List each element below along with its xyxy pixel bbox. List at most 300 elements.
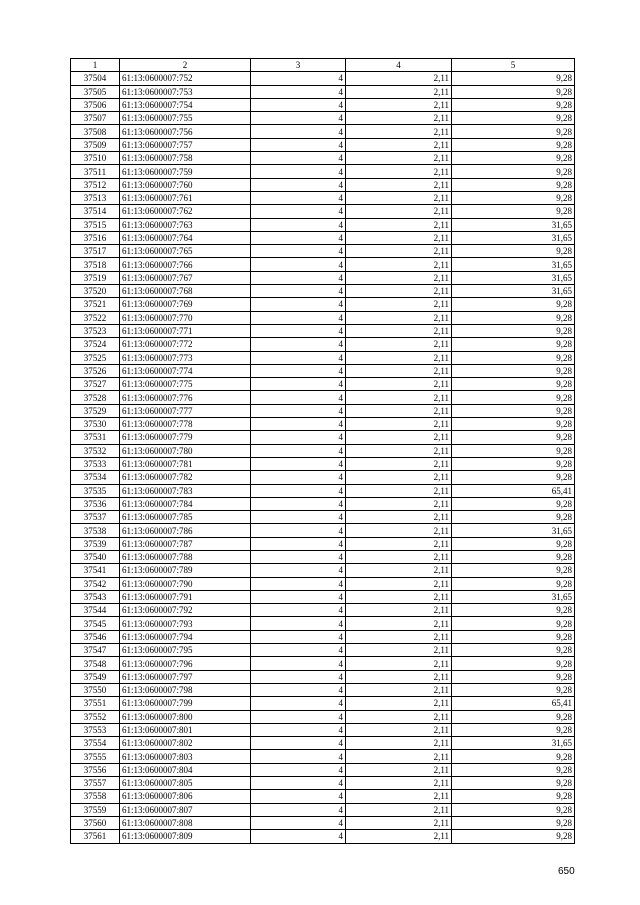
table-row [71, 98, 575, 111]
table-cell-col-2: 61:13:0600007:785 [120, 511, 251, 524]
table-cell-col-4: 2,11 [346, 112, 452, 125]
table-cell-col-2: 61:13:0600007:807 [120, 803, 251, 816]
table-cell-col-3: 4 [251, 710, 346, 723]
table-cell-col-2: 61:13:0600007:758 [120, 152, 251, 165]
table-cell-col-3: 4 [251, 285, 346, 298]
table-cell-col-2: 61:13:0600007:765 [120, 245, 251, 258]
table-cell-col-1: 37511 [71, 165, 120, 178]
table-row [71, 790, 575, 803]
column-header-3: 3 [251, 59, 346, 72]
table-cell-col-2: 61:13:0600007:761 [120, 191, 251, 204]
table-cell-col-1: 37537 [71, 511, 120, 524]
table-cell-col-1: 37504 [71, 72, 120, 85]
table-row [71, 511, 575, 524]
table-cell-col-5: 9,28 [452, 577, 575, 590]
table-row [71, 258, 575, 271]
table-cell-col-3: 4 [251, 497, 346, 510]
table-cell-col-3: 4 [251, 816, 346, 829]
table-cell-col-3: 4 [251, 524, 346, 537]
table-cell-col-3: 4 [251, 125, 346, 138]
table-row [71, 697, 575, 710]
table-cell-col-5: 31,65 [452, 590, 575, 603]
table-cell-col-2: 61:13:0600007:790 [120, 577, 251, 590]
table-cell-col-1: 37533 [71, 457, 120, 470]
table-row [71, 112, 575, 125]
table-cell-col-5: 9,28 [452, 497, 575, 510]
table-cell-col-3: 4 [251, 191, 346, 204]
table-cell-col-2: 61:13:0600007:772 [120, 338, 251, 351]
table-cell-col-4: 2,11 [346, 191, 452, 204]
table-row [71, 391, 575, 404]
table-cell-col-3: 4 [251, 431, 346, 444]
table-row [71, 378, 575, 391]
table-cell-col-2: 61:13:0600007:755 [120, 112, 251, 125]
table-cell-col-1: 37521 [71, 298, 120, 311]
table-cell-col-5: 9,28 [452, 152, 575, 165]
table-cell-col-4: 2,11 [346, 258, 452, 271]
table-cell-col-3: 4 [251, 683, 346, 696]
table-cell-col-5: 9,28 [452, 338, 575, 351]
table-cell-col-4: 2,11 [346, 431, 452, 444]
table-row [71, 816, 575, 829]
table-cell-col-4: 2,11 [346, 338, 452, 351]
table-row [71, 125, 575, 138]
table-cell-col-4: 2,11 [346, 205, 452, 218]
table-cell-col-1: 37545 [71, 617, 120, 630]
table-cell-col-1: 37539 [71, 537, 120, 550]
table-cell-col-4: 2,11 [346, 537, 452, 550]
table-cell-col-1: 37520 [71, 285, 120, 298]
table-cell-col-3: 4 [251, 763, 346, 776]
table-cell-col-1: 37506 [71, 98, 120, 111]
table-row [71, 72, 575, 85]
table-cell-col-4: 2,11 [346, 311, 452, 324]
table-cell-col-3: 4 [251, 590, 346, 603]
table-cell-col-5: 65,41 [452, 484, 575, 497]
table-cell-col-5: 9,28 [452, 205, 575, 218]
table-cell-col-1: 37529 [71, 404, 120, 417]
table-row [71, 85, 575, 98]
table-cell-col-4: 2,11 [346, 590, 452, 603]
table-header [71, 59, 575, 72]
table-cell-col-2: 61:13:0600007:782 [120, 471, 251, 484]
table-cell-col-1: 37557 [71, 777, 120, 790]
table-cell-col-2: 61:13:0600007:796 [120, 657, 251, 670]
table-cell-col-4: 2,11 [346, 497, 452, 510]
table-cell-col-1: 37517 [71, 245, 120, 258]
table-cell-col-3: 4 [251, 378, 346, 391]
table-cell-col-1: 37552 [71, 710, 120, 723]
table-row [71, 763, 575, 776]
table-cell-col-3: 4 [251, 231, 346, 244]
table-row [71, 564, 575, 577]
table-cell-col-4: 2,11 [346, 763, 452, 776]
table-cell-col-1: 37526 [71, 364, 120, 377]
table-row [71, 364, 575, 377]
table-cell-col-4: 2,11 [346, 697, 452, 710]
table-cell-col-2: 61:13:0600007:781 [120, 457, 251, 470]
table-row [71, 351, 575, 364]
table-cell-col-2: 61:13:0600007:774 [120, 364, 251, 377]
table-cell-col-2: 61:13:0600007:791 [120, 590, 251, 603]
table-cell-col-4: 2,11 [346, 683, 452, 696]
table-cell-col-2: 61:13:0600007:789 [120, 564, 251, 577]
table-cell-col-5: 9,28 [452, 165, 575, 178]
table-cell-col-3: 4 [251, 777, 346, 790]
table-cell-col-1: 37532 [71, 444, 120, 457]
table-cell-col-4: 2,11 [346, 285, 452, 298]
table-cell-col-2: 61:13:0600007:805 [120, 777, 251, 790]
table-cell-col-5: 9,28 [452, 723, 575, 736]
table-cell-col-1: 37507 [71, 112, 120, 125]
table-cell-col-3: 4 [251, 737, 346, 750]
table-cell-col-5: 9,28 [452, 710, 575, 723]
table-cell-col-2: 61:13:0600007:804 [120, 763, 251, 776]
table-cell-col-3: 4 [251, 644, 346, 657]
data-table [70, 58, 575, 844]
table-cell-col-5: 9,28 [452, 112, 575, 125]
table-cell-col-4: 2,11 [346, 98, 452, 111]
table-cell-col-4: 2,11 [346, 298, 452, 311]
table-cell-col-1: 37536 [71, 497, 120, 510]
table-cell-col-5: 9,28 [452, 604, 575, 617]
table-cell-col-3: 4 [251, 444, 346, 457]
table-cell-col-2: 61:13:0600007:809 [120, 830, 251, 843]
table-row [71, 311, 575, 324]
table-cell-col-5: 31,65 [452, 285, 575, 298]
table-row [71, 590, 575, 603]
table-cell-col-3: 4 [251, 577, 346, 590]
table-cell-col-1: 37528 [71, 391, 120, 404]
table-cell-col-4: 2,11 [346, 604, 452, 617]
table-cell-col-3: 4 [251, 484, 346, 497]
table-cell-col-4: 2,11 [346, 484, 452, 497]
table-row [71, 205, 575, 218]
table-row [71, 218, 575, 231]
table-cell-col-2: 61:13:0600007:757 [120, 138, 251, 151]
table-cell-col-3: 4 [251, 830, 346, 843]
table-row [71, 723, 575, 736]
table-cell-col-3: 4 [251, 72, 346, 85]
table-row [71, 324, 575, 337]
table-cell-col-4: 2,11 [346, 750, 452, 763]
table-row [71, 830, 575, 843]
table-cell-col-3: 4 [251, 391, 346, 404]
table-row [71, 471, 575, 484]
table-cell-col-2: 61:13:0600007:792 [120, 604, 251, 617]
table-cell-col-4: 2,11 [346, 165, 452, 178]
table-cell-col-2: 61:13:0600007:756 [120, 125, 251, 138]
table-cell-col-2: 61:13:0600007:773 [120, 351, 251, 364]
table-row [71, 231, 575, 244]
table-cell-col-4: 2,11 [346, 178, 452, 191]
table-cell-col-3: 4 [251, 457, 346, 470]
table-cell-col-3: 4 [251, 351, 346, 364]
table-cell-col-3: 4 [251, 298, 346, 311]
table-cell-col-3: 4 [251, 112, 346, 125]
table-cell-col-4: 2,11 [346, 271, 452, 284]
table-row [71, 418, 575, 431]
table-cell-col-1: 37530 [71, 418, 120, 431]
table-cell-col-3: 4 [251, 152, 346, 165]
table-cell-col-2: 61:13:0600007:771 [120, 324, 251, 337]
table-row [71, 803, 575, 816]
table-cell-col-3: 4 [251, 630, 346, 643]
table-row [71, 604, 575, 617]
table-cell-col-5: 31,65 [452, 231, 575, 244]
table-cell-col-5: 9,28 [452, 444, 575, 457]
table-cell-col-4: 2,11 [346, 790, 452, 803]
table-cell-col-5: 31,65 [452, 524, 575, 537]
table-cell-col-4: 2,11 [346, 564, 452, 577]
table-cell-col-3: 4 [251, 85, 346, 98]
table-cell-col-3: 4 [251, 311, 346, 324]
table-cell-col-1: 37543 [71, 590, 120, 603]
table-cell-col-5: 31,65 [452, 737, 575, 750]
table-cell-col-4: 2,11 [346, 324, 452, 337]
table-row [71, 577, 575, 590]
table-cell-col-2: 61:13:0600007:779 [120, 431, 251, 444]
table-cell-col-4: 2,11 [346, 391, 452, 404]
table-cell-col-2: 61:13:0600007:788 [120, 550, 251, 563]
table-row [71, 777, 575, 790]
table-cell-col-1: 37540 [71, 550, 120, 563]
table-cell-col-2: 61:13:0600007:798 [120, 683, 251, 696]
table-cell-col-1: 37553 [71, 723, 120, 736]
table-cell-col-5: 9,28 [452, 245, 575, 258]
table-cell-col-3: 4 [251, 657, 346, 670]
table-cell-col-4: 2,11 [346, 630, 452, 643]
table-row [71, 191, 575, 204]
table-cell-col-4: 2,11 [346, 511, 452, 524]
table-cell-col-1: 37547 [71, 644, 120, 657]
table-cell-col-2: 61:13:0600007:783 [120, 484, 251, 497]
table-cell-col-2: 61:13:0600007:767 [120, 271, 251, 284]
table-cell-col-3: 4 [251, 258, 346, 271]
table-cell-col-4: 2,11 [346, 524, 452, 537]
table-cell-col-5: 9,28 [452, 351, 575, 364]
table-cell-col-2: 61:13:0600007:770 [120, 311, 251, 324]
table-cell-col-5: 9,28 [452, 803, 575, 816]
table-cell-col-2: 61:13:0600007:760 [120, 178, 251, 191]
table-cell-col-4: 2,11 [346, 657, 452, 670]
table-cell-col-1: 37542 [71, 577, 120, 590]
table-cell-col-5: 9,28 [452, 298, 575, 311]
table-cell-col-1: 37510 [71, 152, 120, 165]
table-cell-col-2: 61:13:0600007:784 [120, 497, 251, 510]
table-cell-col-2: 61:13:0600007:799 [120, 697, 251, 710]
table-cell-col-1: 37556 [71, 763, 120, 776]
table-row [71, 178, 575, 191]
table-cell-col-5: 9,28 [452, 537, 575, 550]
table-cell-col-4: 2,11 [346, 231, 452, 244]
table-cell-col-1: 37531 [71, 431, 120, 444]
table-cell-col-5: 9,28 [452, 457, 575, 470]
table-cell-col-1: 37554 [71, 737, 120, 750]
table-row [71, 457, 575, 470]
table-cell-col-3: 4 [251, 338, 346, 351]
table-cell-col-4: 2,11 [346, 152, 452, 165]
table-cell-col-4: 2,11 [346, 471, 452, 484]
table-cell-col-3: 4 [251, 511, 346, 524]
table-cell-col-5: 9,28 [452, 670, 575, 683]
table-cell-col-5: 9,28 [452, 191, 575, 204]
table-cell-col-5: 9,28 [452, 750, 575, 763]
table-cell-col-5: 9,28 [452, 657, 575, 670]
table-cell-col-3: 4 [251, 271, 346, 284]
table-cell-col-1: 37525 [71, 351, 120, 364]
table-cell-col-1: 37524 [71, 338, 120, 351]
table-cell-col-3: 4 [251, 98, 346, 111]
table-cell-col-3: 4 [251, 245, 346, 258]
table-cell-col-2: 61:13:0600007:777 [120, 404, 251, 417]
table-row [71, 245, 575, 258]
table-cell-col-5: 31,65 [452, 218, 575, 231]
table-cell-col-5: 9,28 [452, 763, 575, 776]
table-cell-col-2: 61:13:0600007:759 [120, 165, 251, 178]
table-cell-col-1: 37516 [71, 231, 120, 244]
table-row [71, 670, 575, 683]
table-cell-col-5: 9,28 [452, 98, 575, 111]
table-cell-col-1: 37546 [71, 630, 120, 643]
table-cell-col-3: 4 [251, 564, 346, 577]
table-cell-col-5: 9,28 [452, 138, 575, 151]
table-cell-col-4: 2,11 [346, 85, 452, 98]
table-cell-col-5: 9,28 [452, 404, 575, 417]
table-cell-col-3: 4 [251, 138, 346, 151]
table-row [71, 617, 575, 630]
table-cell-col-2: 61:13:0600007:766 [120, 258, 251, 271]
table-cell-col-2: 61:13:0600007:794 [120, 630, 251, 643]
table-cell-col-4: 2,11 [346, 723, 452, 736]
table-row [71, 630, 575, 643]
table-cell-col-5: 9,28 [452, 644, 575, 657]
table-row [71, 497, 575, 510]
table-cell-col-2: 61:13:0600007:806 [120, 790, 251, 803]
table-cell-col-4: 2,11 [346, 710, 452, 723]
table-cell-col-2: 61:13:0600007:776 [120, 391, 251, 404]
table-cell-col-3: 4 [251, 617, 346, 630]
table-cell-col-1: 37560 [71, 816, 120, 829]
table-cell-col-1: 37534 [71, 471, 120, 484]
table-cell-col-2: 61:13:0600007:797 [120, 670, 251, 683]
table-body [71, 72, 575, 843]
table-cell-col-4: 2,11 [346, 803, 452, 816]
table-cell-col-1: 37514 [71, 205, 120, 218]
table-cell-col-5: 65,41 [452, 697, 575, 710]
table-cell-col-1: 37522 [71, 311, 120, 324]
table-cell-col-4: 2,11 [346, 644, 452, 657]
table-cell-col-3: 4 [251, 364, 346, 377]
table-cell-col-4: 2,11 [346, 125, 452, 138]
table-cell-col-4: 2,11 [346, 218, 452, 231]
table-cell-col-1: 37523 [71, 324, 120, 337]
table-cell-col-4: 2,11 [346, 72, 452, 85]
table-cell-col-5: 9,28 [452, 471, 575, 484]
table-cell-col-1: 37561 [71, 830, 120, 843]
table-cell-col-4: 2,11 [346, 830, 452, 843]
table-cell-col-1: 37551 [71, 697, 120, 710]
table-row [71, 404, 575, 417]
table-cell-col-3: 4 [251, 803, 346, 816]
table-row [71, 537, 575, 550]
table-cell-col-5: 9,28 [452, 85, 575, 98]
table-cell-col-5: 9,28 [452, 72, 575, 85]
table-cell-col-5: 31,65 [452, 271, 575, 284]
table-cell-col-5: 9,28 [452, 683, 575, 696]
table-cell-col-4: 2,11 [346, 737, 452, 750]
column-header-1: 1 [71, 59, 120, 72]
table-cell-col-3: 4 [251, 165, 346, 178]
table-cell-col-2: 61:13:0600007:800 [120, 710, 251, 723]
table-cell-col-5: 9,28 [452, 816, 575, 829]
table-cell-col-5: 9,28 [452, 364, 575, 377]
table-row [71, 431, 575, 444]
table-cell-col-2: 61:13:0600007:795 [120, 644, 251, 657]
table-cell-col-1: 37550 [71, 683, 120, 696]
table-cell-col-4: 2,11 [346, 404, 452, 417]
table-cell-col-2: 61:13:0600007:768 [120, 285, 251, 298]
table-cell-col-4: 2,11 [346, 378, 452, 391]
table-cell-col-3: 4 [251, 723, 346, 736]
table-cell-col-2: 61:13:0600007:786 [120, 524, 251, 537]
table-cell-col-2: 61:13:0600007:769 [120, 298, 251, 311]
column-header-2: 2 [120, 59, 251, 72]
table-cell-col-1: 37518 [71, 258, 120, 271]
table-cell-col-4: 2,11 [346, 617, 452, 630]
table-cell-col-3: 4 [251, 324, 346, 337]
table-cell-col-2: 61:13:0600007:801 [120, 723, 251, 736]
table-cell-col-5: 9,28 [452, 378, 575, 391]
table-cell-col-4: 2,11 [346, 577, 452, 590]
table-cell-col-2: 61:13:0600007:803 [120, 750, 251, 763]
table-row [71, 644, 575, 657]
table-cell-col-5: 9,28 [452, 178, 575, 191]
table-cell-col-1: 37515 [71, 218, 120, 231]
table-row [71, 338, 575, 351]
table-row [71, 165, 575, 178]
table-cell-col-3: 4 [251, 178, 346, 191]
table-cell-col-4: 2,11 [346, 364, 452, 377]
table-cell-col-3: 4 [251, 790, 346, 803]
table-cell-col-1: 37513 [71, 191, 120, 204]
table-cell-col-3: 4 [251, 418, 346, 431]
table-row [71, 524, 575, 537]
table-cell-col-1: 37559 [71, 803, 120, 816]
page-number: 650 [558, 866, 575, 877]
table-cell-col-5: 9,28 [452, 324, 575, 337]
table-cell-col-1: 37558 [71, 790, 120, 803]
table-cell-col-3: 4 [251, 471, 346, 484]
table-cell-col-3: 4 [251, 750, 346, 763]
table-cell-col-4: 2,11 [346, 550, 452, 563]
table-cell-col-2: 61:13:0600007:752 [120, 72, 251, 85]
table-row [71, 750, 575, 763]
table-cell-col-5: 9,28 [452, 125, 575, 138]
table-row [71, 550, 575, 563]
table-cell-col-1: 37527 [71, 378, 120, 391]
table-cell-col-3: 4 [251, 670, 346, 683]
table-cell-col-3: 4 [251, 218, 346, 231]
table-row [71, 152, 575, 165]
table-cell-col-1: 37548 [71, 657, 120, 670]
table-row [71, 657, 575, 670]
column-header-4: 4 [346, 59, 452, 72]
table-cell-col-1: 37535 [71, 484, 120, 497]
table-cell-col-4: 2,11 [346, 245, 452, 258]
table-cell-col-1: 37544 [71, 604, 120, 617]
table-cell-col-5: 9,28 [452, 617, 575, 630]
